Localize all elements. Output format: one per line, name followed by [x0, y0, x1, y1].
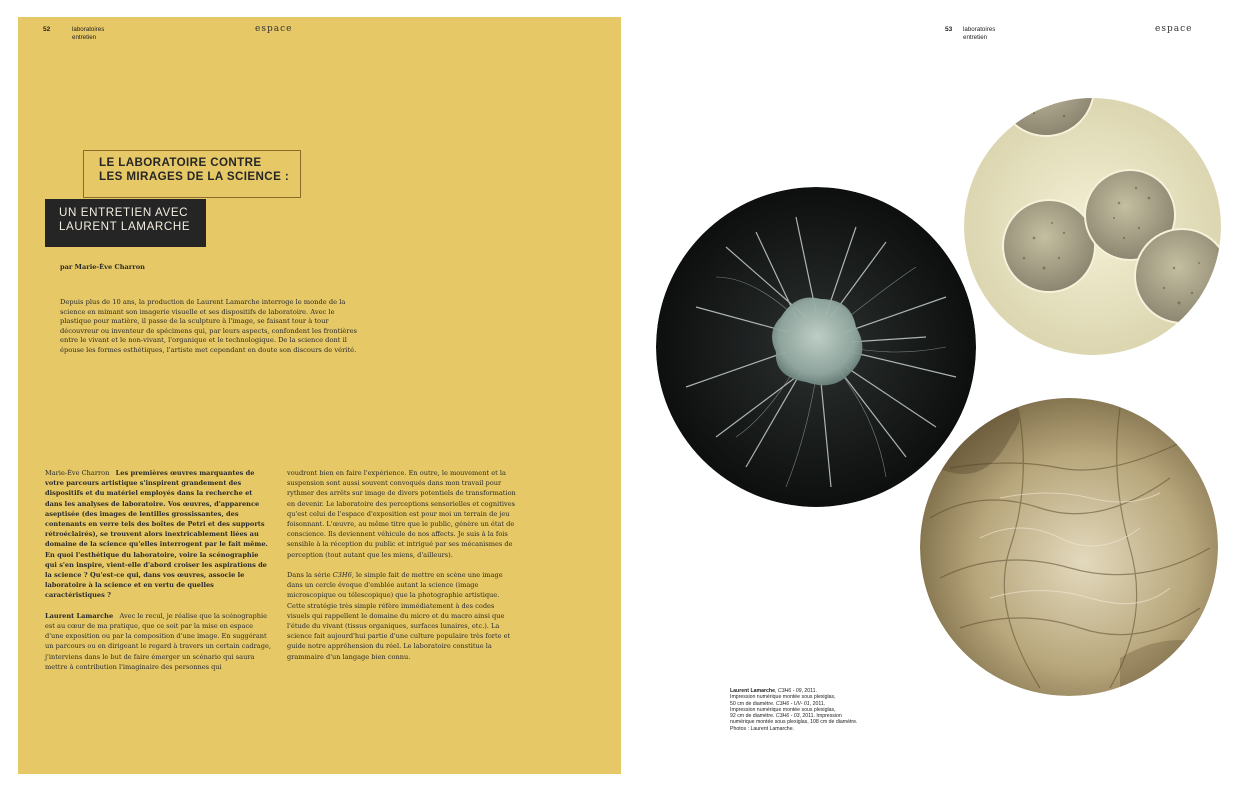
caption-text: 50 cm de diamètre. — [730, 700, 776, 707]
body-column-2 — [287, 468, 517, 662]
answer-paragraph — [45, 611, 271, 672]
caption-line: Impression numérique montée sous plexiglas, — [730, 706, 836, 713]
photo-credit: Photos : Laurent Lamarche. — [730, 725, 795, 732]
running-head-line: laboratoires — [72, 26, 105, 33]
running-head — [72, 26, 104, 41]
answer-text: , le simple fait de mettre en scène une image dans un cercle évoque d'emblée autant la science (image microscopique ou télescopique) que la photographie artistique. Cette stratégie très simple réfère immédiatement à des codes visuels qui rappellent le domaine du micro et du macro ainsi que l'étude du vivant (tissus organiques, surfaces lunaires, etc.). La science fait aujourd'hui partie d'une culture populaire très forte et guide notre appréhension du réel. Le laboratoire constitue la grammaire d'un langage bien connu. — [287, 571, 511, 661]
caption-work-title: C3H6 - UV- 01 — [775, 700, 810, 707]
page-number: 52 — [43, 26, 51, 33]
speaker-name: Laurent Lamarche — [45, 611, 114, 620]
caption-work-title: C3H6 - 09 — [777, 688, 802, 694]
body-column-1 — [45, 468, 271, 672]
intro-text: Depuis plus de 10 ans, la production de Laurent Lamarche interroge le monde de la science en mimant son imagerie visuelle et ses dispositifs de laboratoire. Avec le plastique pour matière, il passe de la sculpture à l'image, se faisant tour à tour découvreur ou inventeur de spécimens qui, par leurs aspects, confondent les frontières entre le vivant et le non-vivant, l'organique et le technologique. De la science dont il épouse les formes esthétiques, l'artiste met cependant en doute son discours de vérité. — [60, 298, 357, 354]
running-head-line: entretien — [72, 33, 97, 41]
caption-text: 92 cm de diamètre. — [730, 713, 776, 720]
artwork-brown-disc — [920, 398, 1218, 696]
answer-text: Dans la série — [287, 571, 333, 580]
caption-text: , 2011. — [801, 688, 818, 694]
article-subtitle — [45, 199, 206, 247]
caption-line: Impression numérique montée sous plexiglas, — [730, 694, 836, 701]
caption-work-title: C3H6 - 03 — [775, 713, 800, 720]
series-title: C3H6 — [332, 571, 352, 580]
question-text: Les premières œuvres marquantes de votre parcours artistique s'inspirent grandement des dispositifs et du matériel employés dans la recherche et dans les analyses de laboratoire. Vos œuvres, d'apparence aseptisée (des images de lentilles grossissantes, des contenants en verre tels des boîtes de Petri et des supports rétroéclairés), se trouvent alors inextricablement liées au domaine de la science qu'elles interrogent par le fait même. En quoi l'esthétique du laboratoire, voire la scénographie qui s'en inspire, vient-elle d'abord croiser les aspirations de la science ? Qu'est-ce qui, dans vos œuvres, associe le laboratoire à la science et en vertu de quelles caractéristiques ? — [45, 469, 268, 600]
running-head-line: entretien — [963, 33, 988, 41]
running-head-line: laboratoires — [963, 26, 996, 33]
title-line: LES MIRAGES DE LA SCIENCE : — [99, 170, 290, 183]
speaker-name: Marie-Ève Charron — [45, 469, 110, 477]
subtitle-line: LAURENT LAMARCHE — [59, 220, 191, 233]
intro-paragraph — [60, 298, 360, 355]
section-label: espace — [1155, 24, 1193, 34]
artwork-pale-disc — [964, 98, 1221, 355]
caption-line: Laurent Lamarche, C3H6 - 09, 2011. — [730, 688, 818, 694]
caption-text: , 2011. — [809, 700, 826, 707]
left-page — [18, 17, 621, 774]
page-number: 53 — [945, 26, 953, 33]
running-head — [963, 26, 995, 41]
caption-line: numérique montée sous plexiglas, 108 cm de diamètre. — [730, 719, 858, 726]
subtitle-line: UN ENTRETIEN AVEC — [59, 206, 189, 219]
image-caption — [730, 688, 920, 732]
right-page — [621, 0, 1242, 792]
byline: par Marie-Ève Charron — [60, 263, 145, 271]
caption-text: , 2011. Impression — [799, 713, 842, 720]
title-line: LE LABORATOIRE CONTRE — [99, 156, 262, 169]
caption-artist: Laurent Lamarche — [730, 688, 775, 694]
section-label: espace — [255, 24, 293, 34]
article-title — [83, 150, 301, 198]
answer-continuation: voudront bien en faire l'expérience. En outre, le mouvement et la suspension sont aussi souvent convoqués dans mon travail pour rythmer des arrêts sur image de divers potentiels de transformation en devenir. Le laboratoire des perceptions sensorielles et cognitives qu'est celui de l'espace d'exposition est pour moi un terrain de jeu foisonnant. L'œuvre, au même titre que le public, génère un état de conscience. Ils deviennent véhicule de nos affects. Je suis à la fois sensible à la réception du public et intrigué par ses mécanismes de perception (tout autant que les miens, d'ailleurs). — [287, 469, 516, 559]
artwork-dark-disc — [656, 187, 976, 507]
question-paragraph — [45, 468, 271, 601]
answer-text: Avec le recul, je réalise que la scénographie est au cœur de ma pratique, que ce soit par la mise en espace d'une exposition ou par la composition d'une image. En suggérant un parcours ou en dirigeant le regard à travers un certain cadrage, j'interviens dans le but de faire émerger un scénario qui saura mettre à contribution l'imaginaire des personnes qui — [45, 611, 271, 671]
answer-paragraph — [287, 570, 517, 662]
